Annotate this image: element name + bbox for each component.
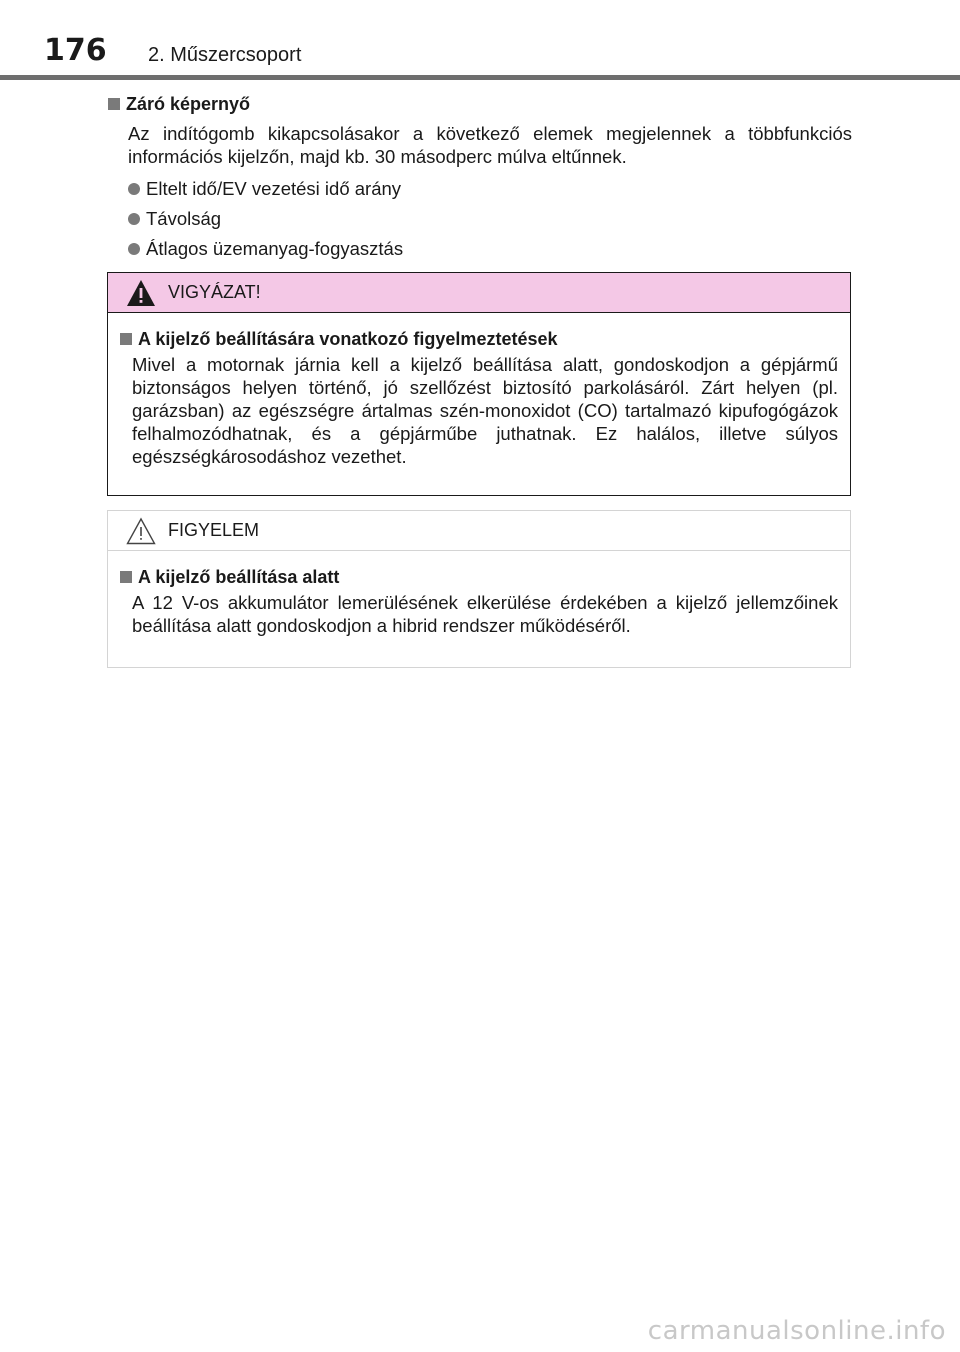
list-item <box>128 204 852 234</box>
round-bullet-icon <box>128 213 140 225</box>
list-item <box>128 234 852 264</box>
list-item-text: Távolság <box>146 208 222 229</box>
section-heading-text: Záró képernyő <box>126 94 251 114</box>
caution-label: VIGYÁZAT! <box>168 282 261 302</box>
warning-triangle-outline-icon <box>126 517 156 545</box>
caution-content <box>108 313 850 484</box>
chapter-title: 2. Műszercsoport <box>148 44 302 66</box>
notice-text: A 12 V-os akkumulátor lemerülésének elkerülése érdekében a kijelző jellemzőinek beállítása alatt gondoskodjon a hibrid rendszer működéséről. <box>132 592 838 636</box>
square-bullet-icon <box>108 98 120 110</box>
section-text: Az indítógomb kikapcsolásakor a következő elemek megjelennek a többfunkciós információs kijelzőn, majd kb. 30 másodperc múlva eltűnnek. <box>128 123 852 167</box>
caution-heading <box>120 327 838 351</box>
page-number: 176 <box>44 33 107 68</box>
caution-header <box>108 273 850 313</box>
closing-screen-section <box>108 92 852 264</box>
list-item-text: Átlagos üzemanyag-fogyasztás <box>146 238 404 259</box>
notice-header <box>108 511 850 551</box>
section-heading <box>108 92 852 116</box>
list-item-text: Eltelt idő/EV vezetési idő arány <box>146 178 402 199</box>
caution-heading-text: A kijelző beállítására vonatkozó figyelmeztetések <box>138 329 558 349</box>
notice-box <box>107 510 851 668</box>
round-bullet-icon <box>128 243 140 255</box>
square-bullet-icon <box>120 571 132 583</box>
notice-label: FIGYELEM <box>168 520 260 540</box>
page-header <box>0 0 960 80</box>
list-item <box>128 174 852 204</box>
bullet-list <box>128 174 852 264</box>
notice-content <box>108 551 850 653</box>
caution-box <box>107 272 851 496</box>
round-bullet-icon <box>128 183 140 195</box>
header-rule <box>0 75 960 80</box>
square-bullet-icon <box>120 333 132 345</box>
caution-text: Mivel a motornak járnia kell a kijelző beállítása alatt, gondoskodjon a gépjármű biztonságos helyen történő, jó szellőzést biztosító parkolásáról. Zárt helyen (pl. garázsban) az egészségre ártalmas szén-monoxidot (CO) tartalmazó kipufogógázok felhalmozódhatnak, és a gépjárműbe juthatnak. Ez halálos, illetve súlyos egészségkárosodáshoz vezethet. <box>132 354 838 467</box>
notice-heading-text: A kijelző beállítása alatt <box>138 567 340 587</box>
watermark: carmanualsonline.info <box>647 1316 946 1346</box>
notice-heading <box>120 565 838 589</box>
warning-triangle-icon <box>126 279 156 307</box>
